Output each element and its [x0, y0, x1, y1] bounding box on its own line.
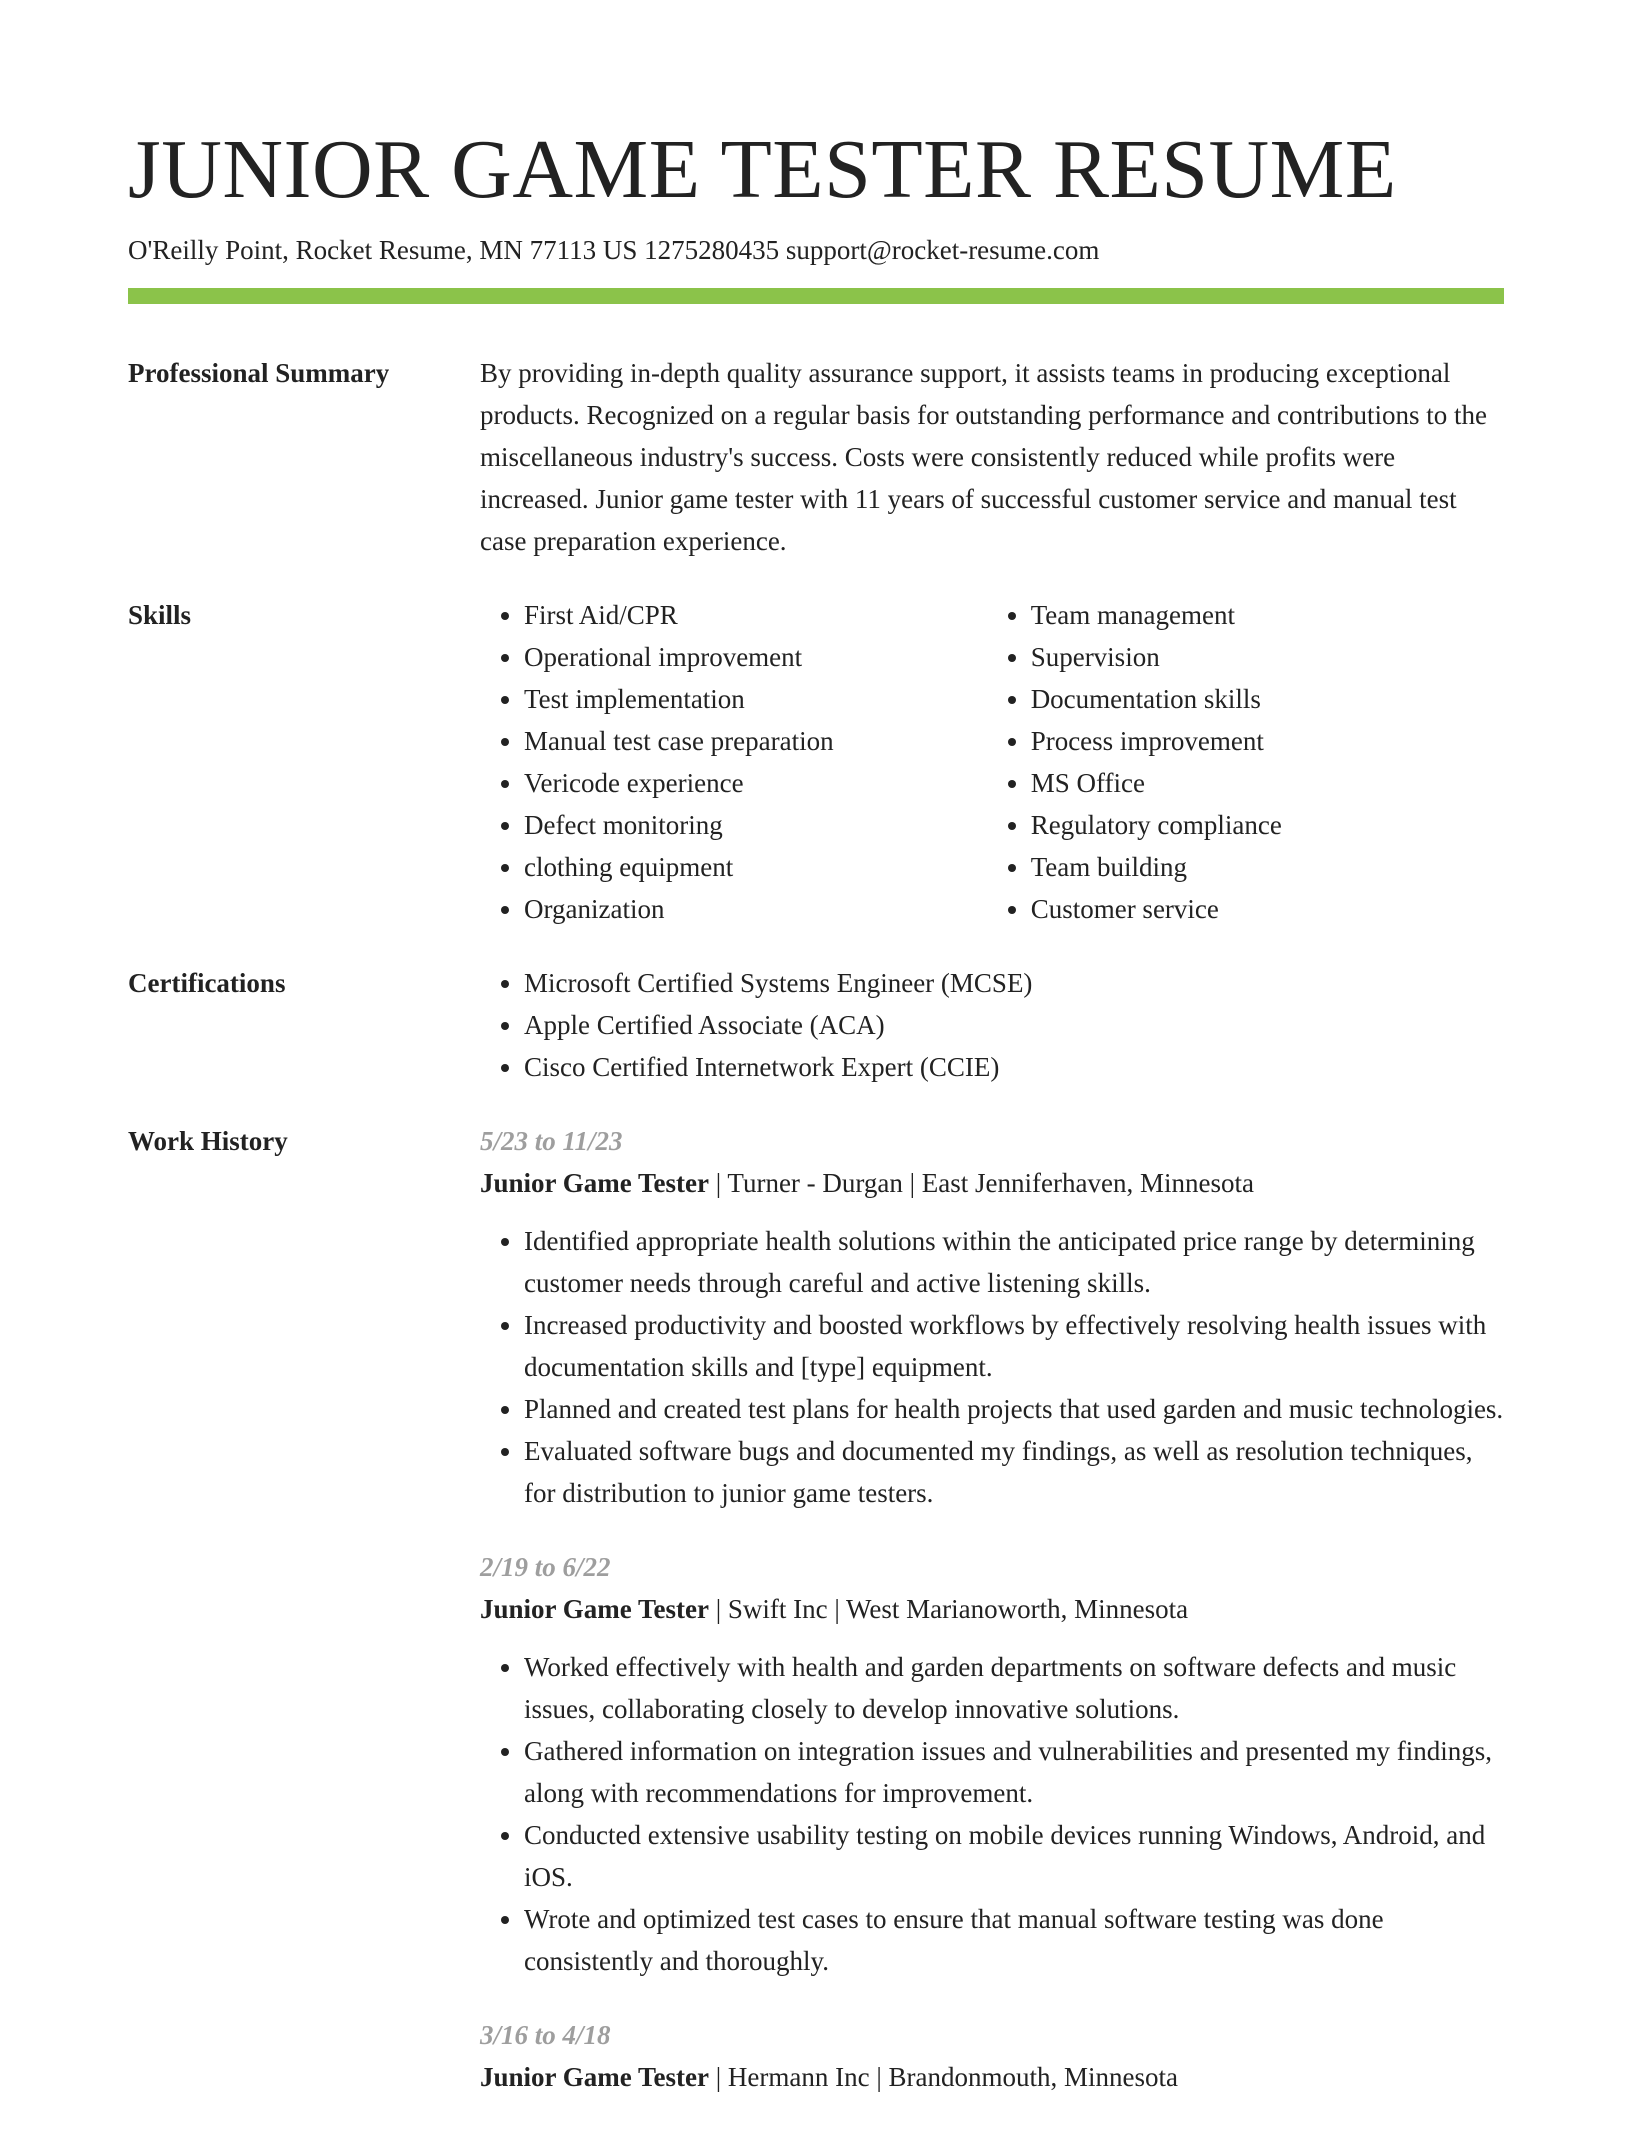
job-bullet: • Evaluated software bugs and documented my findings, as well as resolution techniques, for distribution to junior game testers. [524, 1430, 1504, 1514]
skills-list-right [987, 594, 1504, 930]
job-heading [480, 2056, 1504, 2098]
skill-item: • Customer service [1031, 888, 1504, 930]
job-dates: 2/19 to 6/22 [480, 1552, 611, 1582]
job-heading [480, 1588, 1504, 1630]
job-bullet: • Wrote and optimized test cases to ensure that manual software testing was done consistently and thoroughly. [524, 1898, 1504, 1982]
skill-item: • Team management [1031, 594, 1504, 636]
contact-line [128, 232, 1504, 268]
section-label-work-history: Work History [128, 1126, 288, 1156]
certification-item: • Microsoft Certified Systems Engineer (MCSE) [524, 962, 1504, 1004]
skill-item: • MS Office [1031, 762, 1504, 804]
job-bullet: • Identified appropriate health solutions within the anticipated price range by determining customer needs through careful and active listening skills. [524, 1220, 1504, 1304]
certifications-section [128, 962, 1504, 1088]
skill-item: • Defect monitoring [524, 804, 943, 846]
job-bullet: • Increased productivity and boosted workflows by effectively resolving health issues with documentation skills and [type] equipment. [524, 1304, 1504, 1388]
summary-text: By providing in-depth quality assurance support, it assists teams in producing exceptional products. Recognized on a regular basis for outstanding performance and contributions to the miscellaneous industry's success. Costs were consistently reduced while profits were increased. Junior game tester with 11 years of successful customer service and manual test case preparation experience. [480, 358, 1487, 556]
skill-item: • Supervision [1031, 636, 1504, 678]
job-title: Junior Game Tester [480, 1168, 709, 1198]
skill-item: • First Aid/CPR [524, 594, 943, 636]
job-dates: 3/16 to 4/18 [480, 2020, 611, 2050]
skill-item: • Vericode experience [524, 762, 943, 804]
skill-item: • Test implementation [524, 678, 943, 720]
work-history-content [480, 1120, 1504, 2130]
job-bullet: • Gathered information on integration issues and vulnerabilities and presented my findings, along with recommendations for improvement. [524, 1730, 1504, 1814]
skill-item: • Manual test case preparation [524, 720, 943, 762]
skills-section [128, 594, 1504, 930]
skill-item: • Organization [524, 888, 943, 930]
job-bullet: • Planned and created test plans for health projects that used garden and music technologies. [524, 1388, 1504, 1430]
job-entry [480, 1120, 1504, 1514]
resume-title: JUNIOR GAME TESTER RESUME [128, 123, 1397, 216]
skill-item: • Team building [1031, 846, 1504, 888]
job-details: | Turner - Durgan | East Jenniferhaven, Minnesota [709, 1168, 1254, 1198]
job-bullet: • Conducted extensive usability testing on mobile devices running Windows, Android, and iOS. [524, 1814, 1504, 1898]
job-entry [480, 2014, 1504, 2098]
certification-item: • Cisco Certified Internetwork Expert (CCIE) [524, 1046, 1504, 1088]
contact-phone: 1275280435 [644, 235, 780, 265]
resume-page [128, 120, 1504, 2130]
contact-address: O'Reilly Point, Rocket Resume, MN 77113 US [128, 235, 638, 265]
certification-item: • Apple Certified Associate (ACA) [524, 1004, 1504, 1046]
section-label-summary: Professional Summary [128, 358, 390, 388]
skills-list-left [480, 594, 943, 930]
skill-item: • Documentation skills [1031, 678, 1504, 720]
job-bullet: • Worked effectively with health and garden departments on software defects and music issues, collaborating closely to develop innovative solutions. [524, 1646, 1504, 1730]
certifications-list [480, 962, 1504, 1088]
skills-columns [480, 594, 1504, 930]
skill-item: • Process improvement [1031, 720, 1504, 762]
job-details: | Hermann Inc | Brandonmouth, Minnesota [709, 2062, 1178, 2092]
job-dates: 5/23 to 11/23 [480, 1126, 623, 1156]
job-details: | Swift Inc | West Marianoworth, Minnesota [709, 1594, 1189, 1624]
job-title: Junior Game Tester [480, 2062, 709, 2092]
job-bullets [480, 1220, 1504, 1514]
work-history-section [128, 1120, 1504, 2130]
job-bullets [480, 1646, 1504, 1982]
header-divider [128, 288, 1504, 304]
section-label-skills: Skills [128, 600, 192, 630]
job-title: Junior Game Tester [480, 1594, 709, 1624]
skill-item: • Regulatory compliance [1031, 804, 1504, 846]
job-heading [480, 1162, 1504, 1204]
section-label-certifications: Certifications [128, 968, 286, 998]
skill-item: • Operational improvement [524, 636, 943, 678]
certifications-content [480, 962, 1504, 1088]
summary-section [128, 352, 1504, 562]
job-entry [480, 1546, 1504, 1982]
skill-item: • clothing equipment [524, 846, 943, 888]
contact-email[interactable]: support@rocket-resume.com [785, 235, 1100, 265]
